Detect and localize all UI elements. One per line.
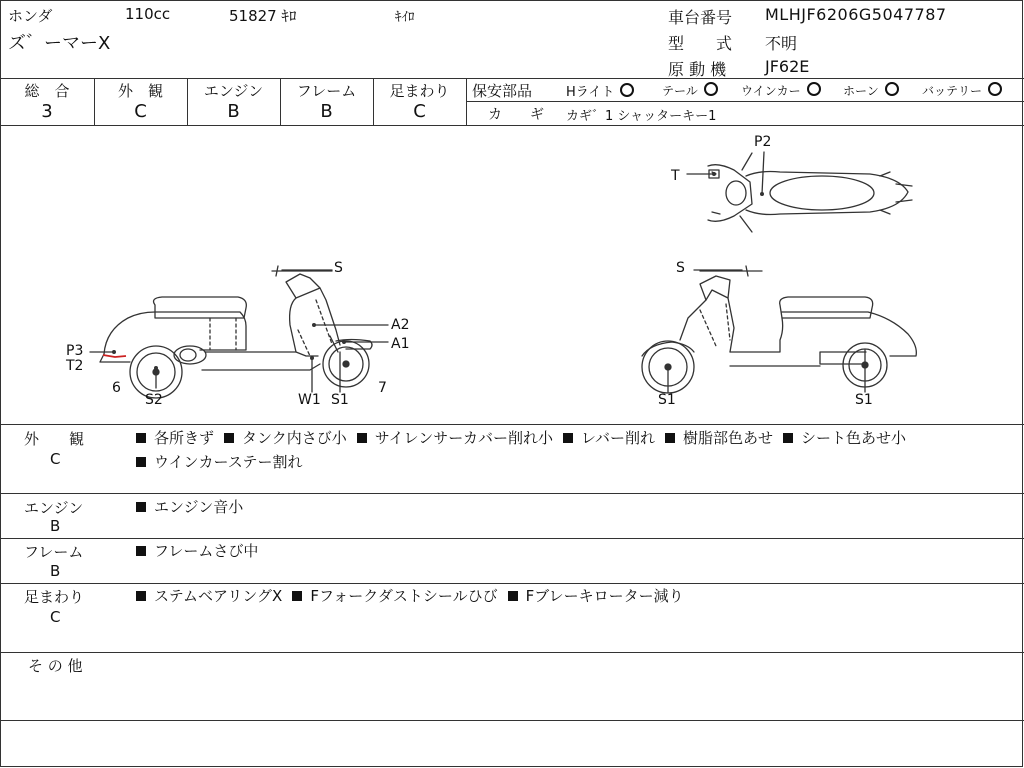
safety-label: 保安部品	[472, 82, 533, 100]
note-item: 樹脂部色あせ	[665, 426, 773, 450]
note-item: タンク内さび小	[224, 426, 347, 450]
bullet-icon	[563, 433, 573, 443]
grade-value: B	[320, 101, 333, 122]
bullet-icon	[136, 546, 146, 556]
diagram-label: P2	[754, 134, 772, 150]
note-item: ステムベアリングX	[136, 584, 282, 608]
grade-value: 3	[41, 101, 53, 122]
note-item: Fブレーキローター減り	[508, 584, 684, 608]
diagram-label: 7	[378, 380, 387, 396]
note-item: 各所きず	[136, 426, 214, 450]
bullet-icon	[136, 502, 146, 512]
bullet-icon	[292, 591, 302, 601]
note-item: レバー削れ	[563, 426, 655, 450]
divider	[0, 652, 1024, 653]
mileage-unit: ｷｲﾛ	[395, 10, 415, 25]
note-item: フレームさび中	[136, 539, 258, 563]
displacement: 110cc	[125, 5, 171, 23]
scooter-top-view-icon	[708, 153, 912, 232]
diagram-label: S	[676, 260, 685, 276]
diagram-label: W1	[298, 392, 321, 408]
bullet-icon	[136, 457, 146, 467]
diagram-label: A1	[391, 336, 410, 352]
diagram-label: S1	[658, 392, 676, 408]
key-label: カ ギ	[488, 107, 544, 123]
mileage: 51827 ｷﾛ	[229, 7, 297, 25]
notes-list	[136, 426, 1016, 474]
grade-value: B	[227, 101, 240, 122]
grade-value: C	[134, 101, 147, 122]
notes-grade: B	[50, 562, 61, 580]
note-item: Fフォークダストシールひび	[292, 584, 497, 608]
grade-label: 足まわり	[389, 82, 450, 100]
diagram-label: 6	[112, 380, 121, 396]
notes-grade: C	[50, 608, 61, 626]
engine-label: 原 動 機	[668, 60, 727, 79]
safety-item-label: Hライト	[566, 85, 615, 100]
safety-item-label: バッテリー	[922, 84, 983, 98]
safety-item-label: ウインカー	[741, 84, 801, 98]
bullet-icon	[136, 591, 146, 601]
divider	[0, 493, 1024, 494]
diagram-label: S1	[331, 392, 349, 408]
scooter-right-view-icon	[642, 266, 916, 393]
safety-item-label: テール	[662, 84, 698, 98]
grade-label: フレーム	[296, 82, 357, 100]
type-label: 型 式	[668, 34, 733, 53]
note-item: ウインカーステー割れ	[136, 450, 303, 474]
model-name: ズ゛ーマーX	[8, 33, 111, 54]
diagram-label: P3	[66, 343, 84, 359]
note-item: シート色あせ小	[783, 426, 906, 450]
key-value: カギ゛1 シャッターキー1	[566, 109, 717, 124]
notes-label: 外 観	[24, 430, 85, 448]
notes-grade: C	[50, 450, 61, 468]
divider	[0, 720, 1024, 721]
engine-value: JF62E	[765, 57, 810, 76]
grade-label: 総 合	[24, 82, 70, 100]
diagram-label: S1	[855, 392, 873, 408]
notes-label: 足まわり	[24, 588, 85, 606]
bullet-icon	[136, 433, 146, 443]
notes-list	[136, 539, 1016, 563]
vin-value: MLHJF6206G5047787	[765, 5, 947, 24]
notes-list	[136, 584, 1016, 608]
notes-list	[136, 495, 1016, 519]
notes-label: エンジン	[24, 499, 84, 517]
diagram-label: S2	[145, 392, 163, 408]
diagram-label: A2	[391, 317, 410, 333]
diagram-label: T	[671, 168, 680, 184]
bullet-icon	[665, 433, 675, 443]
bullet-icon	[508, 591, 518, 601]
bullet-icon	[357, 433, 367, 443]
note-item: サイレンサーカバー削れ小	[357, 426, 553, 450]
notes-label: そ の 他	[28, 657, 83, 675]
safety-item-label: ホーン	[843, 84, 879, 98]
type-value: 不明	[765, 34, 798, 53]
diagram-label: T2	[66, 358, 84, 374]
grade-label: 外 観	[117, 82, 163, 100]
damage-mark-red	[103, 355, 126, 357]
bullet-icon	[224, 433, 234, 443]
notes-label: フレーム	[24, 543, 84, 561]
note-item: エンジン音小	[136, 495, 243, 519]
notes-grade: B	[50, 517, 61, 535]
bullet-icon	[783, 433, 793, 443]
grade-label: エンジン	[203, 82, 264, 100]
vin-label: 車台番号	[668, 8, 733, 27]
grade-value: C	[413, 101, 426, 122]
diagram-label: S	[334, 260, 343, 276]
scooter-left-view-icon	[100, 266, 372, 398]
maker: ホンダ	[8, 7, 53, 25]
